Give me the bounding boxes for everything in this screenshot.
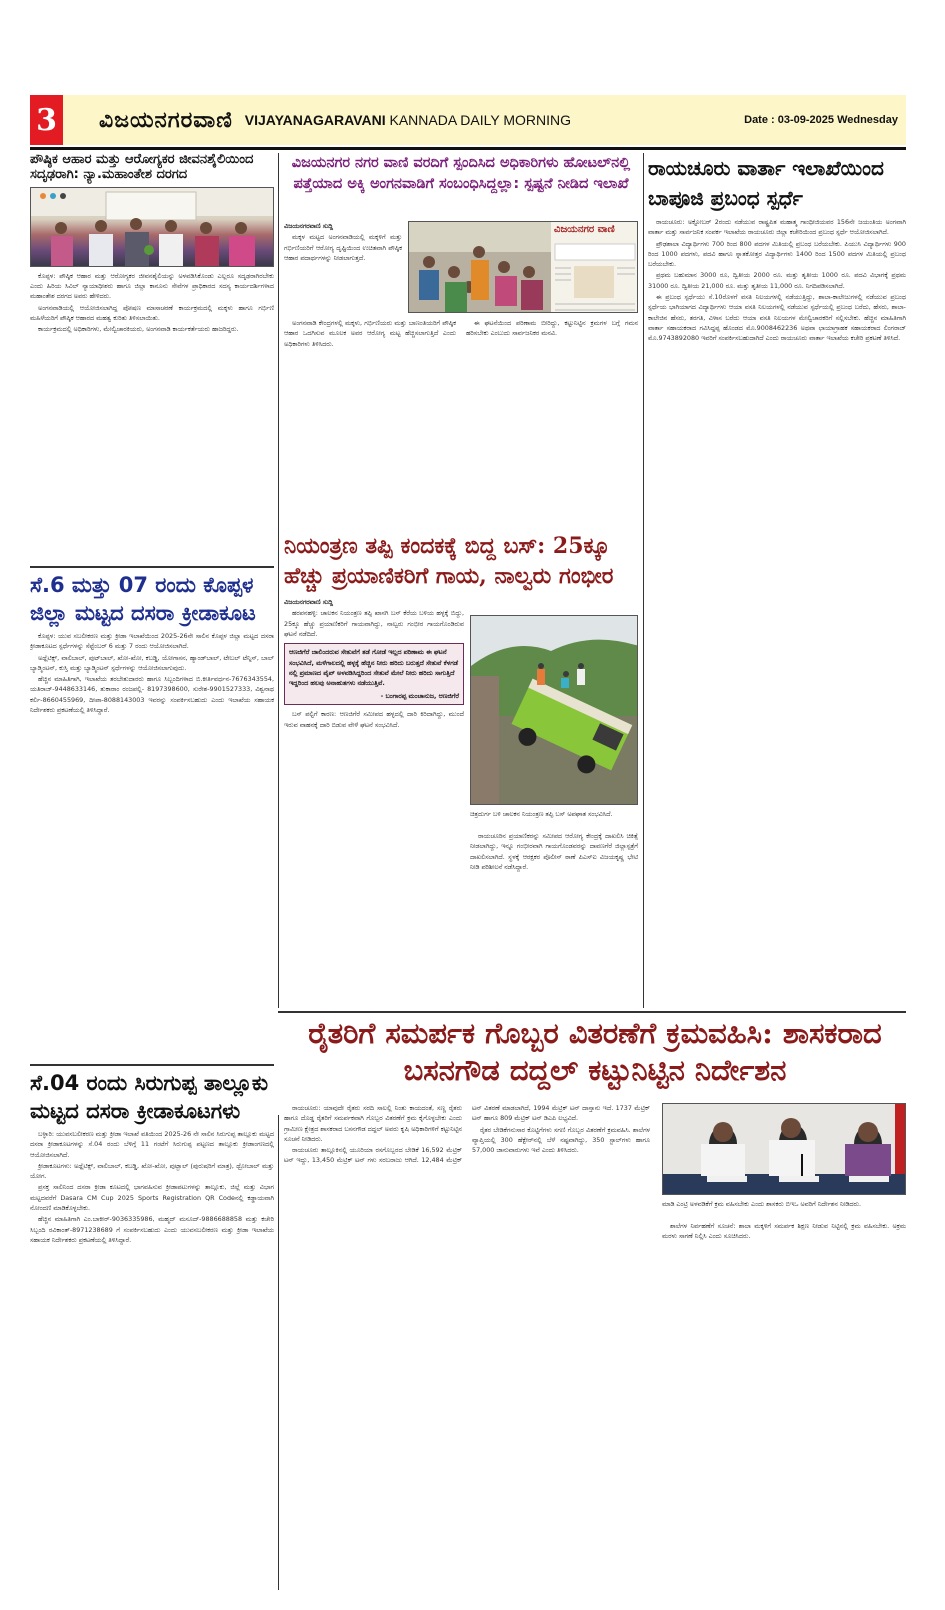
paragraph: ಪ್ರಥಮ ಬಹುಮಾನ 3000 ರೂ, ದ್ವಿತೀಯ 2000 ರೂ. ಮತ್ತು ತೃತೀಯ 1000 ರೂ. ಪದವಿ ವಿಭಾಗಕ್ಕೆ ಪ್ರಥಮ 31000 ರೂ. ದ್ವಿತೀಯ 21,000 ರೂ. ಮತ್ತು ತೃತೀಯ 11,000 ರೂ. ನಿಗದಿಪಡಿಸಲಾಗಿದೆ. (648, 271, 906, 290)
photo-bus-illustration (471, 616, 638, 805)
paragraph: ಕ್ರೀಡಾಕೂಟಗಳು: ಅಥ್ಲೆಟಿಕ್ಸ್, ವಾಲಿಬಾಲ್, ಕಬಡ್ಡಿ, ಖೋ-ಖೋ, ಪುಟ್ಬಾಲ್ (ಪುರುಷರಿಗೆ ಮಾತ್ರ), ಥ್ರೋಬಾಲ್ ಮತ್ತು ಯೋಗ. (30, 1161, 274, 1181)
masthead-title-kannada: ವಿಜಯನಗರವಾಣಿ (99, 107, 233, 133)
section-divider (278, 1011, 906, 1013)
article-body (284, 1103, 650, 1588)
paragraph: ಈ ಪ್ರಬಂಧ ಸ್ಪರ್ಧೆಯು ಸೆ.10ರೊಳಗೆ ವಸತಿ ನಿಲಯಗಳಲ್ಲಿ ನಡೆಯುತ್ತಿದ್ದು, ಶಾಲಾ-ಕಾಲೇಜುಗಳಲ್ಲಿ ನಡೆಯುವ ಪ್ರಬಂಧ ಸ್ಪರ್ಧೆಯ ಭಾಗಿಯಾಗದ ವಿದ್ಯಾರ್ಥಿಗಳು ಆಯಾ ವಸತಿ ನಿಲಯಗಳಲ್ಲಿ ನಡೆಯುವ ಸ್ಪರ್ಧೆಯಲ್ಲಿ ಪ್ರಬಂಧ ಬರೆದು, ಹೆಸರು, ಶಾಲಾ-ಕಾಲೇಜಿನ ಹೆಸರು, ತರಗತಿ, ವಿಳಾಸ ಬರೆದು ಆಯಾ ವಸತಿ ನಿಲಯಗಳ ಮೇಲ್ವಿಚಾರಕರಿಗೆ ಸಲ್ಲಿಸಬೇಕು. ಹೆಚ್ಚಿನ ಮಾಹಿತಿಗಾಗಿ ವಾರ್ತಾ ಸಹಾಯಕರಾದ ಗವಿಸಿದ್ದಪ್ಪ ಹೊಂಡದ ಮೊ.9008462236 ಅಥವಾ ಛಾಯಾಗ್ರಾಹಕ ಸಹಾಯಕರಾದ ಲಿಂಗರಾಜ್ ಮೊ.9743892080 ಇವರಿಗೆ ಸಂಪರ್ಕಿಸಬಹುದಾಗಿದೆ ಎಂದು ರಾಯಚೂರು ವಾರ್ತಾ ಇಲಾಖೆಯ ಕಚೇರಿ ಪ್ರಕಟಣೆ ತಿಳಿಸಿದೆ. (648, 293, 906, 343)
paragraph: ಅಥ್ಲೆಟಿಕ್ಸ್, ವಾಲಿಬಾಲ್, ಪುಟ್‌ಬಾಲ್, ಖೋ-ಖೋ, ಕಬಡ್ಡಿ, ಯೋಗಾಸನ, ಹ್ಯಾಂಡ್‌ಬಾಲ್, ಟೇಬಲ್ ಟೆನ್ನಿಸ್, ಬಾಲ್ ಬ್ಯಾಡ್ಮಿಂಟನ್, ಕುಸ್ತಿ ಮತ್ತು ಬ್ಯಾಡ್ಮಿಂಟನ್ ಸ್ಪರ್ಧೆಗಳನ್ನು ಆಯೋಜಿಸಲಾಗುವುದು. (30, 653, 274, 672)
paragraph: ಕೊಪ್ಪಳ: ಯುವ ಸಬಲೀಕರಣ ಮತ್ತು ಕ್ರೀಡಾ ಇಲಾಖೆಯಿಂದ 2025-26ನೇ ಸಾಲಿನ ಕೊಪ್ಪಳ ಜಿಲ್ಲಾ ಮಟ್ಟದ ದಸರಾ ಕ್ರೀಡಾಕೂಟದ ಸ್ಪರ್ಧೆಗಳನ್ನು ಸೆಪ್ಟೆಂಬರ್ 6 ಮತ್ತು 7 ರಂದು ಆಯೋಜಿಸಲಾಗಿದೆ. (30, 632, 274, 651)
paragraph: ಕೊಪ್ಪಳ: ಪೌಷ್ಠಿಕ ಆಹಾರ ಮತ್ತು ಆರೋಗ್ಯಕರ ಜೀವನಶೈಲಿಯನ್ನು ಅಳವಡಿಸಿಕೊಂಡು ಎಲ್ಲರೂ ಸದೃಢರಾಗಿರಬೇಕು ಎಂದು ಹಿರಿಯ ಸಿವಿಲ್ ನ್ಯಾಯಾಧೀಶರು ಹಾಗೂ ಜಿಲ್ಲಾ ಕಾನೂನು ಸೇವೆಗಳ ಪ್ರಾಧಿಕಾರದ ಸದಸ್ಯ ಕಾರ್ಯದರ್ಶಿಗಳಾದ ಮಹಾಂತೇಶ ದರಗದ ಅವರು ಹೇಳಿದರು. (30, 271, 274, 301)
headline: ಸೆ.6 ಮತ್ತು 07 ರಂದು ಕೊಪ್ಪಳ ಜಿಲ್ಲಾ ಮಟ್ಟದ ದಸರಾ ಕ್ರೀಡಾಕೂಟ (30, 573, 256, 625)
paragraph: ಈ ಘಟನೆಯಿಂದ ಪರಿಣಾಮ ಬೀರಿದ್ದು, ಕಟ್ಟುನಿಟ್ಟಿನ ಕ್ರಮಗಳ ಬಗ್ಗೆ ಗಮನ ಹರಿಸಬೇಕು ಎಂಬುದು ಸಾರ್ವಜನಿಕರ ಮನವಿ. (466, 319, 638, 338)
section-divider (30, 566, 274, 568)
paragraph: ಪ್ರೌಢಶಾಲಾ ವಿದ್ಯಾರ್ಥಿಗಳು 700 ರಿಂದ 800 ಪದಗಳ ಮಿತಿಯಲ್ಲಿ ಪ್ರಬಂಧ ಬರೆಯಬೇಕು. ಪಿಯುಸಿ ವಿದ್ಯಾರ್ಥಿಗಳು 900 ರಿಂದ 1000 ಪದಗಳು, ಪದವಿ ಹಾಗೂ ಸ್ನಾತಕೋತ್ತರ ವಿದ್ಯಾರ್ಥಿಗಳು 1400 ರಿಂದ 1500 ಪದಗಳ ಮಿತಿಯಲ್ಲಿ ಪ್ರಬಂಧ ಬರೆಯಬೇಕು. (648, 239, 906, 269)
article-body-continued (662, 1221, 906, 1243)
headline: ಸೆ.04 ರಂದು ಸಿರುಗುಪ್ಪ ತಾಲ್ಲೂಕು ಮಟ್ಟದ ದಸರಾ ಕ್ರೀಡಾಕೂಟಗಳು (30, 1071, 269, 1123)
headline: ನಿಯಂತ್ರಣ ತಪ್ಪಿ ಕಂದಕಕ್ಕೆ ಬಿದ್ದ ಬಸ್: 25ಕ್ಕೂ ಹೆಚ್ಚು ಪ್ರಯಾಣಿಕರಿಗೆ ಗಾಯ, ನಾಲ್ವರು ಗಂಭೀರ (284, 533, 614, 589)
masthead-rule (30, 147, 906, 150)
quote-box (284, 643, 464, 705)
article-bapuji-essay (648, 153, 906, 1008)
paragraph: ಹೆಚ್ಚಿನ ಮಾಹಿತಿಗಾಗಿ, ಇಲಾಖೆಯ ತರಬೇತುದಾರರು ಹಾಗೂ ಸಿಬ್ಬಂದಿಗಳಾದ ಬಿ.ಕೀರ್ತಿವರ್ಧನ-7676343554, ಯತಿರಾಜ್-9448633146, ತುಕಾರಾಂ ರಂಜಪಲ್ಲಿ- 8197398600, ಸುರೇಶ-9901527333, ವಿಶ್ವನಾಥ ಕರ್ಲಿ-8660455969, ದೀಪಾ-8088143003 ಇವರನ್ನು ಸಂಪರ್ಕಿಸಬಹುದು ಎಂದು ಇಲಾಖೆಯ ಸಹಾಯಕ ನಿರ್ದೇಶಕರು ಪ್ರಕಟಣೆಯಲ್ಲಿ ತಿಳಿಸಿದ್ದಾರೆ. (30, 675, 274, 715)
paragraph: ಅಂಗನವಾಡಿಯಲ್ಲಿ ಆಯೋಜಿಸಲಾಗಿದ್ದ ಪೋಷಣ ಮಾಸಾಚರಣೆ ಕಾರ್ಯಕ್ರಮದಲ್ಲಿ ಮಕ್ಕಳು ಹಾಗೂ ಗರ್ಭಿಣಿ ಮಹಿಳೆಯರಿಗೆ ಪೌಷ್ಠಿಕ ಆಹಾರದ ಮಹತ್ವ ಕುರಿತು ತಿಳಿಸಲಾಯಿತು. (30, 303, 274, 323)
paragraph: ಬಳ್ಳಾರಿ: ಯುವಸಬಲೀಕರಣ ಮತ್ತು ಕ್ರೀಡಾ ಇಲಾಖೆ ವತಿಯಿಂದ 2025-26 ನೇ ಸಾಲಿನ ಸಿರುಗುಪ್ಪ ತಾಲ್ಲೂಕು ಮಟ್ಟದ ದಸರಾ ಕ್ರೀಡಾಕೂಟಗಳನ್ನು ಸೆ.04 ರಂದು ಬೆಳಿಗ್ಗೆ 11 ಗಂಟೆಗೆ ಸಿರುಗುಪ್ಪ ಪಟ್ಟಣದ ತಾಲ್ಲೂಕು ಕ್ರೀಡಾಂಗಣದಲ್ಲಿ ಆಯೋಜಿಸಲಾಗಿದೆ. (30, 1130, 274, 1159)
masthead (30, 95, 906, 145)
meeting-photo (662, 1103, 906, 1195)
article-body-continued (470, 831, 638, 873)
article-dasara-siruguppa (30, 1069, 274, 1589)
article-body (284, 221, 402, 263)
headline: ಪೌಷ್ಠಿಕ ಆಹಾರ ಮತ್ತು ಆರೋಗ್ಯಕರ ಜೀವನಶೈಲಿಯಿಂದ ಸದೃಢರಾಗಿ: ನ್ಯಾ.ಮಹಾಂತೇಶ ದರಗದ (30, 153, 254, 182)
paragraph: ರೈತರ ಬೇಡಿಕೆಗನುಸಾರ ಕೊಟ್ಟಿಗೆಗಳು ಸಗಣಿ ಗೊಬ್ಬರ ವಿತರಣೆಗೆ ಕ್ರಮವಹಿಸಿ. ಶಾಲೆಗಳ ವ್ಯಾಪ್ತಿಯಲ್ಲಿ 300 ಹೆಕ್ಟೇರ್‌ನಲ್ಲಿ ಬೆಳೆ ನಷ್ಟವಾಗಿದ್ದು, 350 ಸ್ಟಾಲ್‌ಗಳು ಹಾಗೂ 57,000 ಜಾನುವಾರುಗಳು ಇವೆ ಎಂದು ತಿಳಿಸಿದರು. (472, 1125, 650, 1155)
masthead-title-bold: VIJAYANAGARAVANI (244, 112, 386, 128)
paragraph: ಪ್ರಸಕ್ತ ಸಾಲಿನಿಂದ ದಸರಾ ಕ್ರೀಡಾ ಕೂಟದಲ್ಲಿ ಭಾಗವಹಿಸುವ ಕ್ರೀಡಾಪಟುಗಳನ್ನು ತಾಲ್ಲೂಕು, ಜಿಲ್ಲೆ ಮತ್ತು ವಿಭಾಗ ಮಟ್ಟದವರೆಗೆ Dasara CM Cup 2025 Sports Registration QR Codeನಲ್ಲಿ ಕಡ್ಡಾಯವಾಗಿ ನೋಂದಣಿ ಮಾಡಿಕೊಳ್ಳಬೇಕು. (30, 1183, 274, 1213)
paragraph: ಹರಪನಹಳ್ಳಿ: ಚಾಲಕನ ನಿಯಂತ್ರಣ ತಪ್ಪಿ ಖಾಸಗಿ ಬಸ್ ಕೆರೆಯ ಬಳಿಯ ಹಳ್ಳಕ್ಕೆ ಬಿದ್ದು, 25ಕ್ಕೂ ಹೆಚ್ಚು ಪ್ರಯಾಣಿಕರಿಗೆ ಗಾಯವಾಗಿದ್ದು, ನಾಲ್ವರು ಗಂಭೀರ ಗಾಯಗೊಂಡಿರುವ ಘಟನೆ ನಡೆದಿದೆ. (284, 609, 464, 638)
paragraph: ಶಾಲೆಗಳ ನಿರ್ವಹಣೆಗೆ ಸೂಚನೆ: ಶಾಲಾ ಮಕ್ಕಳಿಗೆ ಸಮರ್ಪಕ ಶಿಕ್ಷಣ ನೀಡುವ ನಿಟ್ಟಿನಲ್ಲಿ ಕ್ರಮ ವಹಿಸಬೇಕು. ಅಕ್ರಮ ಮರಳು ಸಾಗಣೆ ನಿಲ್ಲಿಸಿ ಎಂದು ಸೂಚಿಸಿದರು. (662, 1222, 906, 1241)
paragraph: ಅಂಗನವಾಡಿ ಕೇಂದ್ರಗಳಲ್ಲಿ ಮಕ್ಕಳು, ಗರ್ಭಿಣಿಯರು ಮತ್ತು ಬಾಣಂತಿಯರಿಗೆ ಪೌಷ್ಠಿಕ ಆಹಾರ ಒದಗಿಸುವ ಮೂಲಕ ಅವರ ಆರೋಗ್ಯ ಮಟ್ಟ ಹೆಚ್ಚಿಸಲಾಗುತ್ತಿದೆ ಎಂದು ಅಧಿಕಾರಿಗಳು ತಿಳಿಸಿದರು. (284, 319, 456, 348)
photo-meeting-illustration (663, 1104, 906, 1195)
page-number: 3 (30, 95, 63, 145)
bus-accident-photo (470, 615, 638, 805)
headline: ರೈತರಿಗೆ ಸಮರ್ಪಕ ಗೊಬ್ಬರ ವಿತರಣೆಗೆ ಕ್ರಮವಹಿಸಿ: ಶಾಸಕರಾದ ಬಸನಗೌಡ ದದ್ದಲ್ ಕಟ್ಟುನಿಟ್ಟಿನ ನಿರ್ದೇಶನ (308, 1016, 882, 1087)
byline: ವಿಜಯನಗರವಾಣಿ ಸುದ್ದಿ (284, 598, 333, 606)
paragraph: ರಾಯಚೂರು: ಯಾವುದೇ ರೈತರು ಸರದಿ ಸಾಲಲ್ಲಿ ನಿಂತು ಕಾಯದಂತೆ, ಸಣ್ಣ ರೈತರು ಹಾಗೂ ದೊಡ್ಡ ರೈತರಿಗೆ ಸಮರ್ಪಕವಾಗಿ ಗೊಬ್ಬರ ವಿತರಣೆಗೆ ಕ್ರಮ ಕೈಗೊಳ್ಳಬೇಕು ಎಂದು ಗ್ರಾಮೀಣ ಕ್ಷೇತ್ರದ ಶಾಸಕರಾದ ಬಸನಗೌಡ ದದ್ದಲ್ ಅವರು ಕೃಷಿ ಅಧಿಕಾರಿಗಳಿಗೆ ಕಟ್ಟುನಿಟ್ಟಿನ ಸೂಚನೆ ನೀಡಿದರು. (284, 1104, 462, 1143)
article-body (30, 631, 274, 715)
article-body (30, 271, 274, 335)
paragraph: ರಾಯಚೂರು ತಾಲ್ಲೂಕಿನಲ್ಲಿ ಯೂರಿಯಾ ರಸಗೊಬ್ಬರದ ಬೇಡಿಕೆ 16,592 ಮೆಟ್ರಿಕ್ ಟನ್ ಇದ್ದು, 13,450 ಮೆಟ್ರಿಕ್ ಟನ್ ಗಳು ಸರಬರಾಜು ಆಗಿದೆ. 12,484 ಮೆಟ್ರಿಕ್ ಟನ್ ವಿತರಣೆ ಮಾಡಲಾಗಿದೆ, 1994 ಮೆಟ್ರಿಕ್ ಟನ್ ದಾಸ್ತಾನು ಇದೆ. 1737 ಮೆಟ್ರಿಕ್ ಟನ್ ಹಾಗೂ 809 ಮೆಟ್ರಿಕ್ ಟನ್ ಡಿಎಪಿ ಲಭ್ಯವಿದೆ. (284, 1104, 650, 1165)
paragraph: ಹೆಚ್ಚಿನ ಮಾಹಿತಿಗಾಗಿ ಎಂ.ಬಾಕೀರ್-9036335986, ಮಹ್ಮದ್ ಮಸೂದ್-9886688858 ಮತ್ತು ಕಚೇರಿ ಸಿಬ್ಬಂದಿ ರವಿಕಾಂತ್-8971238689 ಗೆ ಸಂಪರ್ಕಿಸಬಹುದು ಎಂದು ಯುವಸಬಲೀಕರಣ ಮತ್ತು ಕ್ರೀಡಾ ಇಲಾಖೆಯ ಸಹಾಯಕ ನಿರ್ದೇಶಕರು ಪ್ರಕಟಣೆಯಲ್ಲಿ ತಿಳಿಸಿದ್ದಾರೆ. (30, 1215, 274, 1244)
article-body (284, 597, 464, 639)
section-divider (30, 1064, 274, 1066)
headline: ವಿಜಯನಗರ ನಗರ ವಾಣಿ ವರದಿಗೆ ಸ್ಪಂದಿಸಿದ ಅಧಿಕಾರಿಗಳು ಹೋಟಲ್‌ನಲ್ಲಿ ಪತ್ತೆಯಾದ ಅಕ್ಕಿ ಅಂಗನವಾಡಿಗೆ ಸಂಬಂಧಿಸಿದ್ದಲ್ಲಾ: ಸ್ಪಷ್ಟನೆ ನೀಡಿದ ಇಲಾಖೆ (291, 155, 631, 192)
paragraph: ಕಾರ್ಯಕ್ರಮದಲ್ಲಿ ಅಧಿಕಾರಿಗಳು, ಮೇಲ್ವಿಚಾರಕಿಯರು, ಅಂಗನವಾಡಿ ಕಾರ್ಯಕರ್ತೆಯರು ಹಾಜರಿದ್ದರು. (38, 325, 239, 334)
photo-caption: ಮಾಡಿ ಎಂಟ್ರಿ ಅಳವಡಿಕೆಗೆ ಕ್ರಮ ವಹಿಸಬೇಕು ಎಂದು ಶಾಸಕರು ಬಿಇಒ ಅವರಿಗೆ ನಿರ್ದೇಶನ ನೀಡಿದರು. (662, 1200, 862, 1208)
headline: ರಾಯಚೂರು ವಾರ್ತಾ ಇಲಾಖೆಯಿಂದ ಬಾಪೂಜಿ ಪ್ರಬಂಧ ಸ್ಪರ್ಧೆ (648, 156, 884, 210)
article-dasara-koppal (30, 571, 274, 1001)
article-body (648, 217, 906, 344)
photo-caption: ಚಿತ್ರದುರ್ಗ ಬಳಿ ಚಾಲಕನ ನಿಯಂತ್ರಣ ತಪ್ಪಿ ಬಸ್ ಅಪಘಾತ ಸಂಭವಿಸಿದೆ. (470, 810, 613, 818)
article-bus-accident (284, 531, 638, 1009)
photo-people-illustration (31, 188, 274, 267)
quote-attribution: - ಬಂಗಾರಪ್ಪ ಮಂಚಾನುಜ, ಆಣಜಿಗೆರೆ (380, 691, 459, 700)
anganwadi-photo (408, 221, 638, 313)
article-body-continued (284, 318, 638, 349)
clipping-masthead: ವಿಜಯನಗರ ವಾಣಿ (554, 224, 615, 235)
paragraph: ಮಕ್ಕಳ ಮಟ್ಟದ ಅಂಗನವಾಡಿಯಲ್ಲಿ ಮಕ್ಕಳಿಗೆ ಮತ್ತು ಗರ್ಭಿಣಿಯರಿಗೆ ಆರೋಗ್ಯ ದೃಷ್ಟಿಯಿಂದ ಉಚಿತವಾಗಿ ಪೌಷ್ಠಿಕ ಆಹಾರ ಪದಾರ್ಥಗಳನ್ನು ನೀಡಲಾಗುತ್ತದೆ. (284, 233, 402, 262)
column-divider (278, 1115, 279, 1590)
article-body (30, 1129, 274, 1245)
masthead-title-english (245, 112, 571, 128)
issue-date: Date : 03-09-2025 Wednesday (744, 114, 898, 126)
article-nutrition (30, 153, 274, 563)
column-divider (643, 153, 644, 1008)
paragraph: ಬಸ್ ಪಲ್ಟಿಗೆ ಕಾರಣ: ಆಣಜಿಗೆರೆ ಸಮೀಪದ ಹಳ್ಳದಲ್ಲಿ ದಾರಿ ಕಿರಿದಾಗಿದ್ದು, ಮುಂದೆ ಇರುವ ವಾಹನಕ್ಕೆ ದಾರಿ ಬಿಡುವ ವೇಳೆ ಘಟನೆ ಸಂಭವಿಸಿದೆ. (284, 710, 464, 729)
group-photo (30, 187, 274, 267)
quote-text: ಆಣಜಿಗೆರೆ ಜಾಲಿಂದರುವ ಸೇತುವೆಗೆ ತಡೆ ಗೋಡೆ ಇಲ್ಲದ ಪರಿಣಾಮ ಈ ಘಟನೆ ಸಂಭವಿಸಿದೆ, ಮಳೆಗಾಲದಲ್ಲಿ ಹಳ್ಳಕ್ಕೆ ಹೆಚ್ಚಿನ ನೀರು ಹರಿದು ಬರುತ್ತದೆ ಸೇತುವೆ ಕೆಳಗಡೆ ನಲ್ಲಿ ಪ್ರಮಾಣದ ಪೈಪ್ ಅಳವಡಿಸಿದ್ದರಿಂದ ಸೇತುವೆ ಮೇಲೆ ನೀರು ಹರಿದು ಸಾಗುತ್ತಿದೆ ಇದ್ದರಿಂದ ಹಲವು ಅನಾಹುತಗಳು ನಡೆಯುತ್ತಿವೆ. (289, 648, 459, 688)
article-fertilizer (284, 1015, 906, 1590)
byline: ವಿಜಯನಗರವಾಣಿ ಸುದ್ದಿ (284, 222, 333, 230)
newspaper-page (30, 95, 906, 1590)
article-body (284, 709, 464, 730)
photo-children-illustration (409, 222, 638, 313)
paragraph: ರಾಯಚೂರು: ಅಕ್ಟೋಬರ್ 2ರಂದು ನಡೆಯುವ ರಾಷ್ಟ್ರಪಿತ ಮಹಾತ್ಮ ಗಾಂಧೀಜಿಯವರ 156ನೇ ಜಯಂತಿಯ ಅಂಗವಾಗಿ ವಾರ್ತಾ ಮತ್ತು ಸಾರ್ವಜನಿಕ ಸಂಪರ್ಕ ಇಲಾಖೆಯ ರಾಯಚೂರು ಜಿಲ್ಲಾ ಕಚೇರಿಯಿಂದ ಪ್ರಬಂಧ ಸ್ಪರ್ಧೆ ಆಯೋಜಿಸಲಾಗಿದೆ. (648, 218, 906, 237)
masthead-title-rest: KANNADA DAILY MORNING (389, 112, 572, 128)
paragraph: ರಾಯಚೂರಿನ ಪ್ರಯಾಣಿಕರನ್ನು ಸಮೀಪದ ಆರೋಗ್ಯ ಕೇಂದ್ರಕ್ಕೆ ದಾಖಲಿಸಿ ಚಿಕಿತ್ಸೆ ನೀಡಲಾಗಿದ್ದು, ಇನ್ನೂ ಗಂಭೀರವಾಗಿ ಗಾಯಗೊಂಡವರನ್ನು ದಾವಣಗೆರೆ ಜಿಲ್ಲಾಸ್ಪತ್ರೆಗೆ ದಾಖಲಿಸಲಾಗಿದೆ. ಸ್ಥಳಕ್ಕೆ ಆರಕ್ಷಕರ ಪೊಲೀಸ್ ಠಾಣೆ ಪಿಎಸ್ಐ ವಿಜಯಕೃಷ್ಣ ಭೇಟಿ ನೀಡಿ ಪರಿಶೀಲನೆ ನಡೆಸಿದ್ದಾರೆ. (470, 832, 638, 871)
article-anganwadi-rice (284, 153, 638, 528)
column-divider (278, 153, 279, 1008)
